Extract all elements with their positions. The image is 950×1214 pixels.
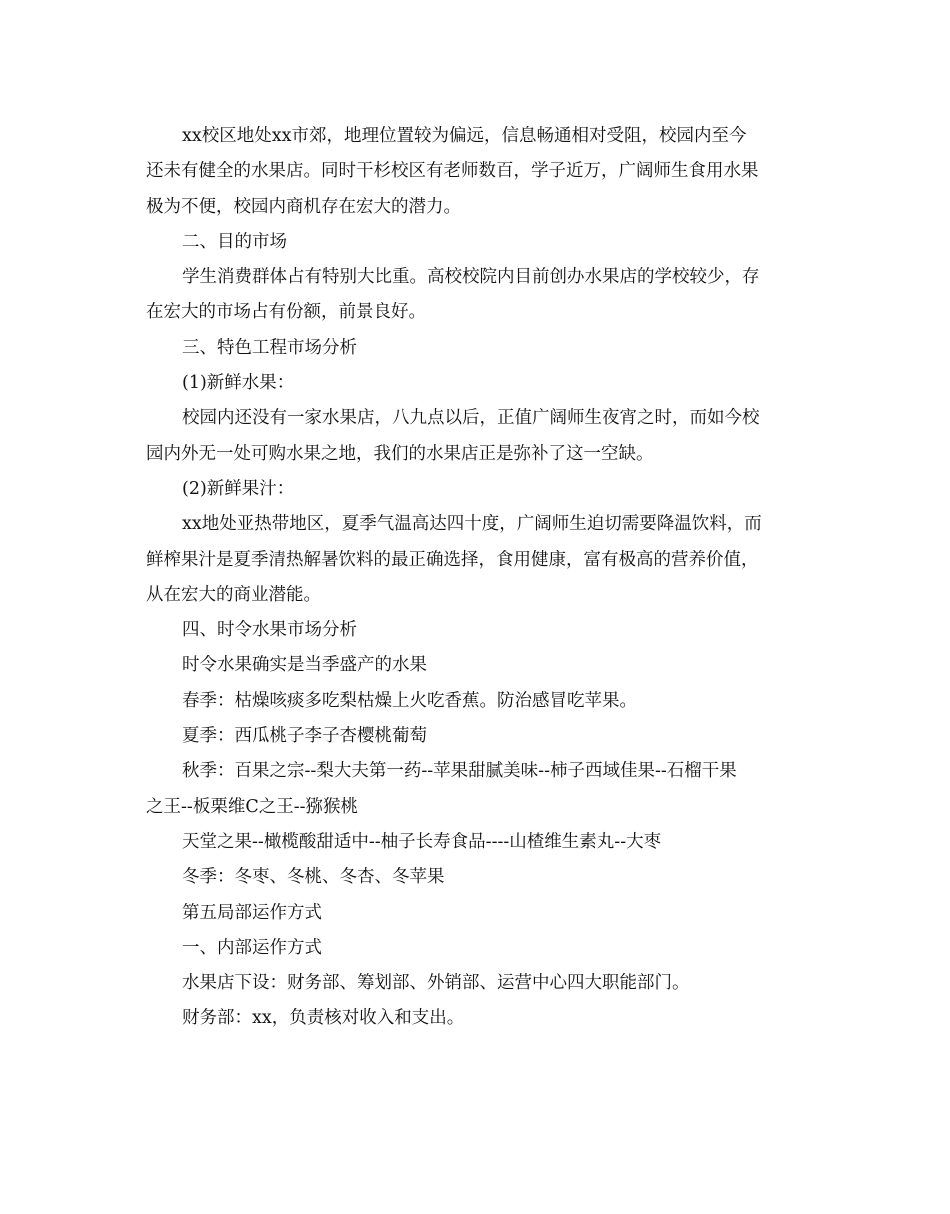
paragraph-campus-location [146, 119, 806, 225]
paragraph-departments [146, 966, 806, 1001]
heading-part-five [146, 896, 806, 931]
paragraph-winter [146, 860, 806, 895]
heading-internal-operation [146, 931, 806, 966]
text-line: 冬季：冬枣、冬桃、冬杏、冬苹果 [182, 867, 445, 888]
text-line: 天堂之果--橄榄酸甜适中--柚子长寿食品----山楂维生素丸--大枣 [182, 831, 662, 852]
text-line: (1)新鲜水果： [182, 373, 295, 394]
text-line: 春季：枯燥咳痰多吃梨枯燥上火吃香蕉。防治感冒吃苹果。 [182, 690, 637, 711]
text-line: 第五局部运作方式 [182, 902, 322, 923]
text-line: xx校区地处xx市郊，地理位置较为偏远，信息畅通相对受阻，校园内至今 [182, 126, 747, 146]
text-line: 之王--板栗维C之王--猕猴桃 [146, 796, 359, 817]
paragraph-student-consumers [146, 260, 806, 331]
text-line: 三、特色工程市场分析 [182, 337, 357, 358]
text-line: 夏季：西瓜桃子李子杏樱桃葡萄 [182, 726, 427, 747]
paragraph-autumn-continued [146, 825, 806, 860]
text-line: 鲜榨果汁是夏季清热解暑饮料的最正确选择，食用健康，富有极高的营养价值， [146, 549, 759, 570]
text-line: 校园内还没有一家水果店，八九点以后，正值广阔师生夜宵之时，而如今校 [182, 408, 760, 429]
text-line: 还未有健全的水果店。同时干杉校区有老师数百，学子近万，广阔师生食用水果 [146, 161, 759, 182]
text-line: 一、内部运作方式 [182, 937, 322, 958]
text-line: (2)新鲜果汁： [182, 478, 295, 499]
paragraph-fresh-fruit [146, 401, 806, 472]
subheading-fresh-fruit [146, 366, 806, 401]
heading-seasonal-fruit [146, 613, 806, 648]
paragraph-fresh-juice [146, 507, 806, 613]
text-line: 水果店下设：财务部、筹划部、外销部、运营中心四大职能部门。 [182, 973, 690, 994]
paragraph-spring [146, 684, 806, 719]
text-line: 时令水果确实是当季盛产的水果 [182, 655, 427, 676]
subheading-fresh-juice [146, 472, 806, 507]
paragraph-seasonal-definition [146, 648, 806, 683]
text-line: 秋季：百果之宗--梨大夫第一药--苹果甜腻美味--柿子西域佳果--石榴干果 [182, 761, 737, 782]
text-line: 二、目的市场 [182, 231, 287, 252]
paragraph-autumn [146, 754, 806, 825]
text-line: 园内外无一处可购水果之地，我们的水果店正是弥补了这一空缺。 [146, 443, 654, 464]
document-body [146, 119, 806, 1037]
text-line: 四、时令水果市场分析 [182, 620, 357, 641]
paragraph-summer [146, 719, 806, 754]
text-line: 从在宏大的商业潜能。 [146, 584, 321, 605]
paragraph-finance-dept [146, 1001, 806, 1036]
text-line: 极为不便，校园内商机存在宏大的潜力。 [146, 196, 461, 217]
heading-target-market [146, 225, 806, 260]
text-line: 在宏大的市场占有份额，前景良好。 [146, 302, 426, 323]
text-line: xx地处亚热带地区，夏季气温高达四十度，广阔师生迫切需要降温饮料，而 [182, 514, 762, 535]
heading-feature-analysis [146, 331, 806, 366]
text-line: 财务部：xx，负责核对收入和支出。 [182, 1008, 465, 1029]
text-line: 学生消费群体占有特别大比重。高校校院内目前创办水果店的学校较少，存 [182, 267, 760, 288]
